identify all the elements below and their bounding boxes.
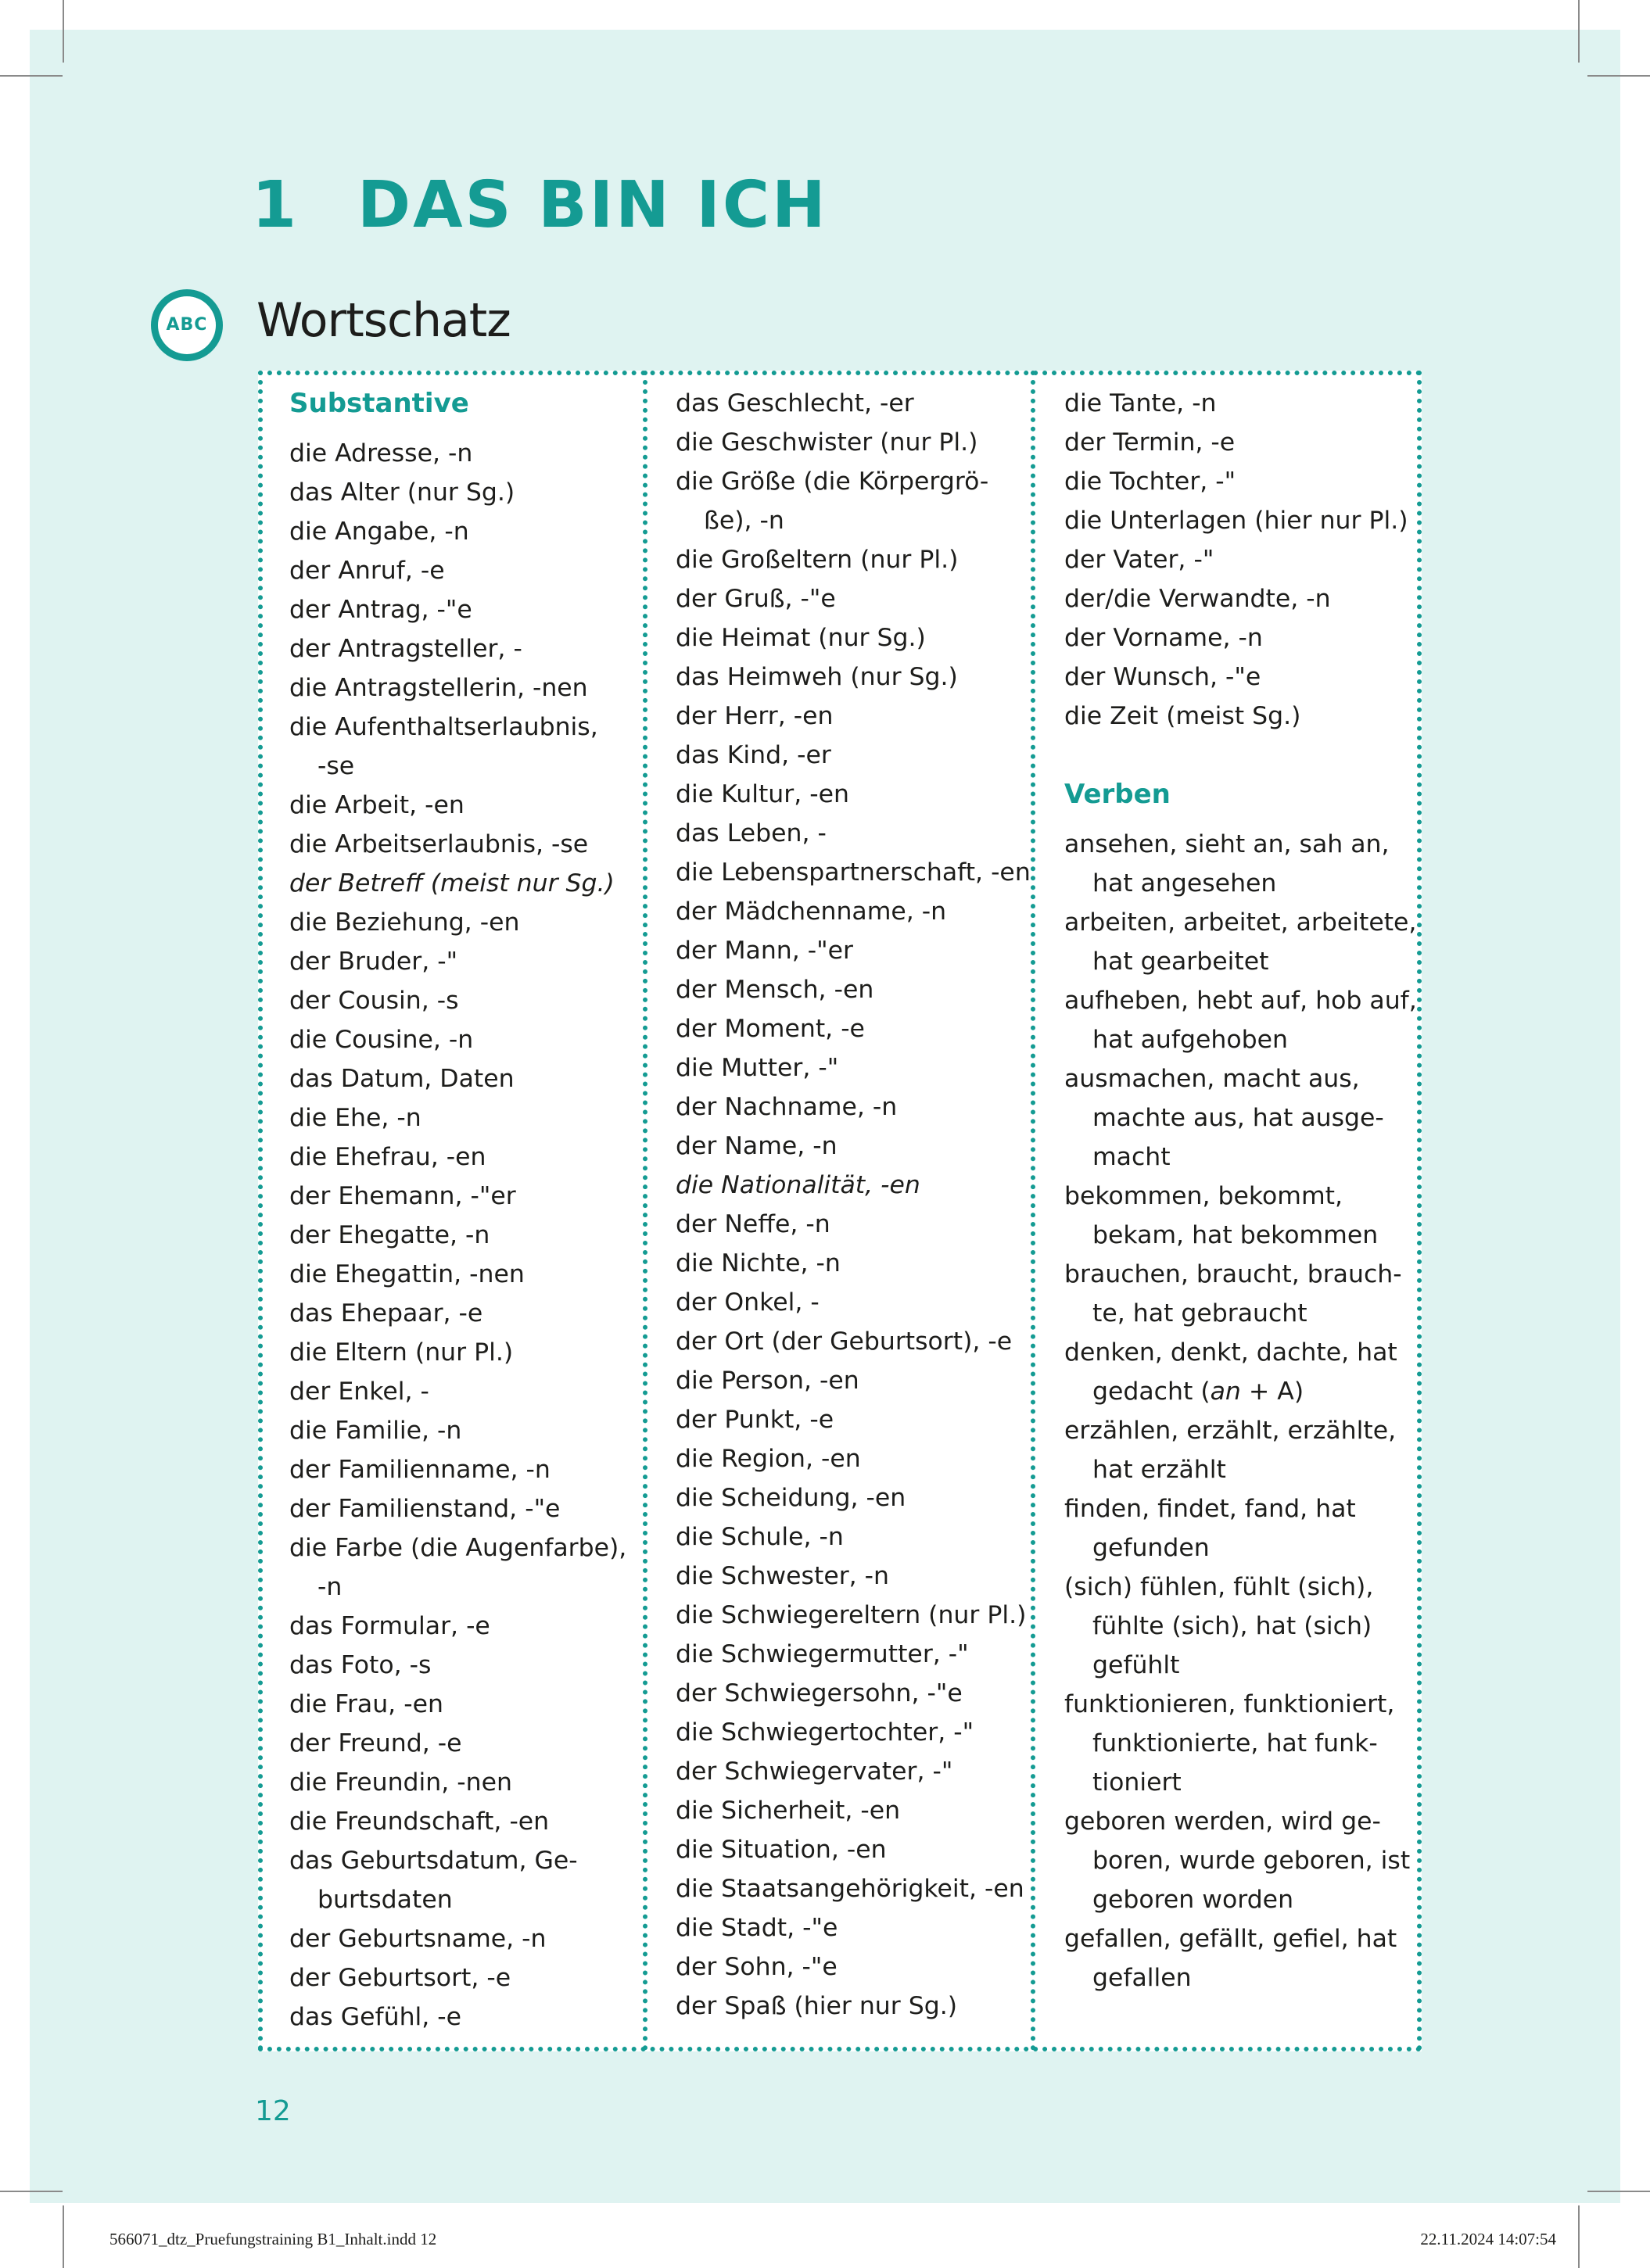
noun-entry: die Geschwister (nur Pl.)	[676, 428, 978, 457]
verb-entry: ausmachen, macht aus,	[1064, 1065, 1360, 1093]
verb-entry-continuation: macht	[1092, 1143, 1171, 1171]
noun-entry: die Mutter, -"	[676, 1054, 839, 1082]
noun-entry: der Name, -n	[676, 1132, 838, 1160]
crop-mark-bottom-left-v	[63, 2205, 64, 2268]
noun-entry: die Arbeit, -en	[289, 791, 465, 819]
noun-entry: der Nachname, -n	[676, 1093, 898, 1121]
verb-entry-continuation: te, hat gebraucht	[1092, 1299, 1307, 1327]
noun-entry: die Schule, -n	[676, 1523, 844, 1551]
noun-entry: die Scheidung, -en	[676, 1484, 906, 1512]
noun-entry: der Punkt, -e	[676, 1406, 834, 1434]
noun-entry: der Vater, -"	[1064, 546, 1214, 574]
noun-entry: die Tante, -n	[1064, 389, 1217, 417]
verb-entry-continuation: gefunden	[1092, 1534, 1210, 1562]
noun-entry: das Ehepaar, -e	[289, 1299, 483, 1327]
noun-entry: die Lebenspartnerschaft, -en	[676, 858, 1031, 887]
noun-entry: die Unterlagen (hier nur Pl.)	[1064, 507, 1408, 535]
crop-mark-top-right-v	[1578, 0, 1580, 63]
noun-entry: der Geburtsort, -e	[289, 1964, 511, 1992]
verb-entry-continuation: hat gearbeitet	[1092, 948, 1269, 976]
crop-mark-top-left-v	[63, 0, 64, 63]
verb-entry: geboren werden, wird ge-	[1064, 1808, 1381, 1836]
noun-entry: die Sicherheit, -en	[676, 1797, 901, 1825]
noun-entry: die Freundschaft, -en	[289, 1808, 550, 1836]
noun-entry: die Frau, -en	[289, 1690, 443, 1718]
vocab-column-3	[1064, 384, 1417, 1997]
noun-entry: die Großeltern (nur Pl.)	[676, 546, 959, 574]
verb-entry: denken, denkt, dachte, hat	[1064, 1338, 1397, 1367]
noun-entry: die Nichte, -n	[676, 1249, 841, 1277]
verb-entry: finden, findet, fand, hat	[1064, 1495, 1356, 1523]
noun-entry: die Ehegattin, -nen	[289, 1260, 525, 1288]
noun-entry: der Antragsteller, -	[289, 635, 522, 663]
noun-entry: das Datum, Daten	[289, 1065, 515, 1093]
verb-entry-continuation: fühlte (sich), hat (sich)	[1092, 1612, 1372, 1640]
noun-entry-continuation: ße), -n	[704, 507, 784, 535]
noun-entry: der Mensch, -en	[676, 976, 874, 1004]
noun-entry: der Mädchenname, -n	[676, 898, 947, 926]
noun-entry: die Ehefrau, -en	[289, 1143, 486, 1171]
chapter-title	[252, 168, 828, 242]
noun-entry: die Angabe, -n	[289, 518, 469, 546]
noun-entry: die Familie, -n	[289, 1417, 462, 1445]
noun-entry: die Kultur, -en	[676, 780, 849, 808]
noun-entry: der Ehemann, -"er	[289, 1182, 516, 1210]
verb-entry-continuation: boren, wurde geboren, ist	[1092, 1847, 1411, 1875]
noun-entry: das Heimweh (nur Sg.)	[676, 663, 958, 691]
verbs-heading: Verben	[1064, 779, 1171, 810]
section-title: Wortschatz	[256, 293, 511, 348]
noun-entry: das Foto, -s	[289, 1651, 432, 1679]
noun-entry: der Familienname, -n	[289, 1456, 551, 1484]
noun-entry: die Tochter, -"	[1064, 468, 1236, 496]
noun-entry: die Heimat (nur Sg.)	[676, 624, 926, 652]
noun-entry: das Geschlecht, -er	[676, 389, 914, 417]
noun-entry: der Herr, -en	[676, 702, 834, 730]
crop-mark-bottom-right-v	[1578, 2205, 1580, 2268]
noun-entry: die Freundin, -nen	[289, 1768, 512, 1797]
column-divider-1	[643, 371, 647, 2051]
noun-entry: die Stadt, -"e	[676, 1914, 838, 1942]
crop-mark-bottom-left-h	[0, 2191, 63, 2192]
verb-entry-continuation: gefallen	[1092, 1964, 1192, 1992]
noun-entry: der Ehegatte, -n	[289, 1221, 490, 1249]
verb-entry-continuation: funktionierte, hat funk-	[1092, 1729, 1378, 1757]
noun-entry: die Beziehung, -en	[289, 908, 520, 937]
noun-entry: der Freund, -e	[289, 1729, 462, 1757]
verb-entry-continuation: hat angesehen	[1092, 869, 1277, 898]
noun-entry: die Adresse, -n	[289, 439, 473, 468]
noun-entry: der/die Verwandte, -n	[1064, 585, 1331, 613]
verb-entry: arbeiten, arbeitet, arbeitete,	[1064, 908, 1417, 937]
noun-entry: die Farbe (die Augenfarbe),	[289, 1534, 627, 1562]
noun-entry: das Leben, -	[676, 819, 827, 847]
noun-entry: der Ort (der Geburtsort), -e	[676, 1327, 1013, 1356]
noun-entry: die Zeit (meist Sg.)	[1064, 702, 1301, 730]
noun-entry-continuation: -n	[317, 1573, 343, 1601]
noun-entry: der Mann, -"er	[676, 937, 853, 965]
verb-entry-continuation: tioniert	[1092, 1768, 1182, 1797]
verb-entry: erzählen, erzählt, erzählte,	[1064, 1417, 1397, 1445]
noun-entry: der Enkel, -	[289, 1378, 429, 1406]
abc-icon-label: ABC	[166, 315, 208, 335]
noun-entry: die Schwester, -n	[676, 1562, 890, 1590]
noun-entry: der Cousin, -s	[289, 987, 459, 1015]
noun-entry: die Person, -en	[676, 1367, 859, 1395]
abc-vocabulary-icon	[151, 289, 223, 361]
noun-entry: die Eltern (nur Pl.)	[289, 1338, 514, 1367]
noun-entry: das Formular, -e	[289, 1612, 490, 1640]
verb-entry-continuation: machte aus, hat ausge-	[1092, 1104, 1384, 1132]
noun-entry: die Region, -en	[676, 1445, 861, 1473]
chapter-title-text: DAS BIN ICH	[357, 168, 828, 242]
noun-entry: der Gruß, -"e	[676, 585, 836, 613]
noun-entry: das Gefühl, -e	[289, 2003, 462, 2031]
noun-entry: der Geburtsname, -n	[289, 1925, 547, 1953]
noun-entry: der Sohn, -"e	[676, 1953, 838, 1981]
verb-entry-continuation: geboren worden	[1092, 1886, 1294, 1914]
crop-mark-top-left-h	[0, 75, 63, 77]
verb-entry-continuation: bekam, hat bekommen	[1092, 1221, 1379, 1249]
noun-entry: das Alter (nur Sg.)	[289, 478, 515, 507]
noun-entry: der Antrag, -"e	[289, 596, 472, 624]
noun-entry-continuation: -se	[317, 752, 355, 780]
verb-entry: (sich) fühlen, fühlt (sich),	[1064, 1573, 1374, 1601]
nouns-heading: Substantive	[289, 388, 469, 419]
noun-entry: die Staatsangehörigkeit, -en	[676, 1875, 1024, 1903]
noun-entry: der Schwiegersohn, -"e	[676, 1679, 963, 1707]
vocab-column-2	[676, 384, 1031, 2026]
noun-entry: der Onkel, -	[676, 1288, 820, 1317]
noun-entry: der Moment, -e	[676, 1015, 865, 1043]
noun-entry: der Familienstand, -"e	[289, 1495, 561, 1523]
noun-entry: die Antragstellerin, -nen	[289, 674, 588, 702]
noun-entry: der Termin, -e	[1064, 428, 1236, 457]
noun-entry: die Arbeitserlaubnis, -se	[289, 830, 589, 858]
column-divider-2	[1031, 371, 1035, 2051]
noun-entry: der Wunsch, -"e	[1064, 663, 1261, 691]
noun-entry-italic: der Betreff (meist nur Sg.)	[289, 869, 615, 898]
noun-entry: der Bruder, -"	[289, 948, 458, 976]
preposition-italic: an	[1210, 1378, 1241, 1406]
print-slug-left: 566071_dtz_Pruefungstraining B1_Inhalt.indd 12	[109, 2230, 437, 2248]
noun-entry: der Spaß (hier nur Sg.)	[676, 1992, 958, 2020]
noun-entry: die Größe (die Körpergrö-	[676, 468, 989, 496]
verb-entry-continuation: hat erzählt	[1092, 1456, 1226, 1484]
noun-entry: der Schwiegervater, -"	[676, 1757, 953, 1786]
noun-entry: das Kind, -er	[676, 741, 831, 769]
noun-entry: das Geburtsdatum, Ge-	[289, 1847, 578, 1875]
verb-entry-continuation	[1064, 1372, 1417, 1411]
noun-entry: die Schwiegertochter, -"	[676, 1718, 974, 1747]
chapter-number: 1	[252, 168, 300, 242]
verb-entry: brauchen, braucht, brauch-	[1064, 1260, 1402, 1288]
noun-entry: die Ehe, -n	[289, 1104, 421, 1132]
noun-entry: der Neffe, -n	[676, 1210, 830, 1238]
noun-entry-continuation: burtsdaten	[317, 1886, 453, 1914]
verb-entry-text: + A)	[1240, 1378, 1304, 1406]
verb-entry-text: gedacht (	[1092, 1378, 1211, 1406]
noun-entry: die Schwiegereltern (nur Pl.)	[676, 1601, 1027, 1629]
verb-entry: funktionieren, funktioniert,	[1064, 1690, 1395, 1718]
noun-entry: die Schwiegermutter, -"	[676, 1640, 969, 1668]
verb-entry-continuation: hat aufgehoben	[1092, 1026, 1288, 1054]
verb-entry: gefallen, gefällt, gefiel, hat	[1064, 1925, 1397, 1953]
print-slug-right: 22.11.2024 14:07:54	[1420, 2230, 1556, 2248]
crop-mark-bottom-right-h	[1587, 2191, 1650, 2192]
noun-entry: die Cousine, -n	[289, 1026, 474, 1054]
verb-entry-continuation: gefühlt	[1092, 1651, 1180, 1679]
verb-entry: ansehen, sieht an, sah an,	[1064, 830, 1390, 858]
verb-entry: aufheben, hebt auf, hob auf,	[1064, 987, 1417, 1015]
crop-mark-top-right-h	[1587, 75, 1650, 77]
noun-entry: der Anruf, -e	[289, 557, 445, 585]
verb-entry: bekommen, bekommt,	[1064, 1182, 1343, 1210]
noun-entry-italic: die Nationalität, -en	[676, 1171, 920, 1199]
noun-entry: die Situation, -en	[676, 1836, 887, 1864]
noun-entry: der Vorname, -n	[1064, 624, 1263, 652]
page-number: 12	[255, 2095, 291, 2127]
vocab-column-1	[289, 384, 626, 2037]
noun-entry: die Aufenthaltserlaubnis,	[289, 713, 598, 741]
